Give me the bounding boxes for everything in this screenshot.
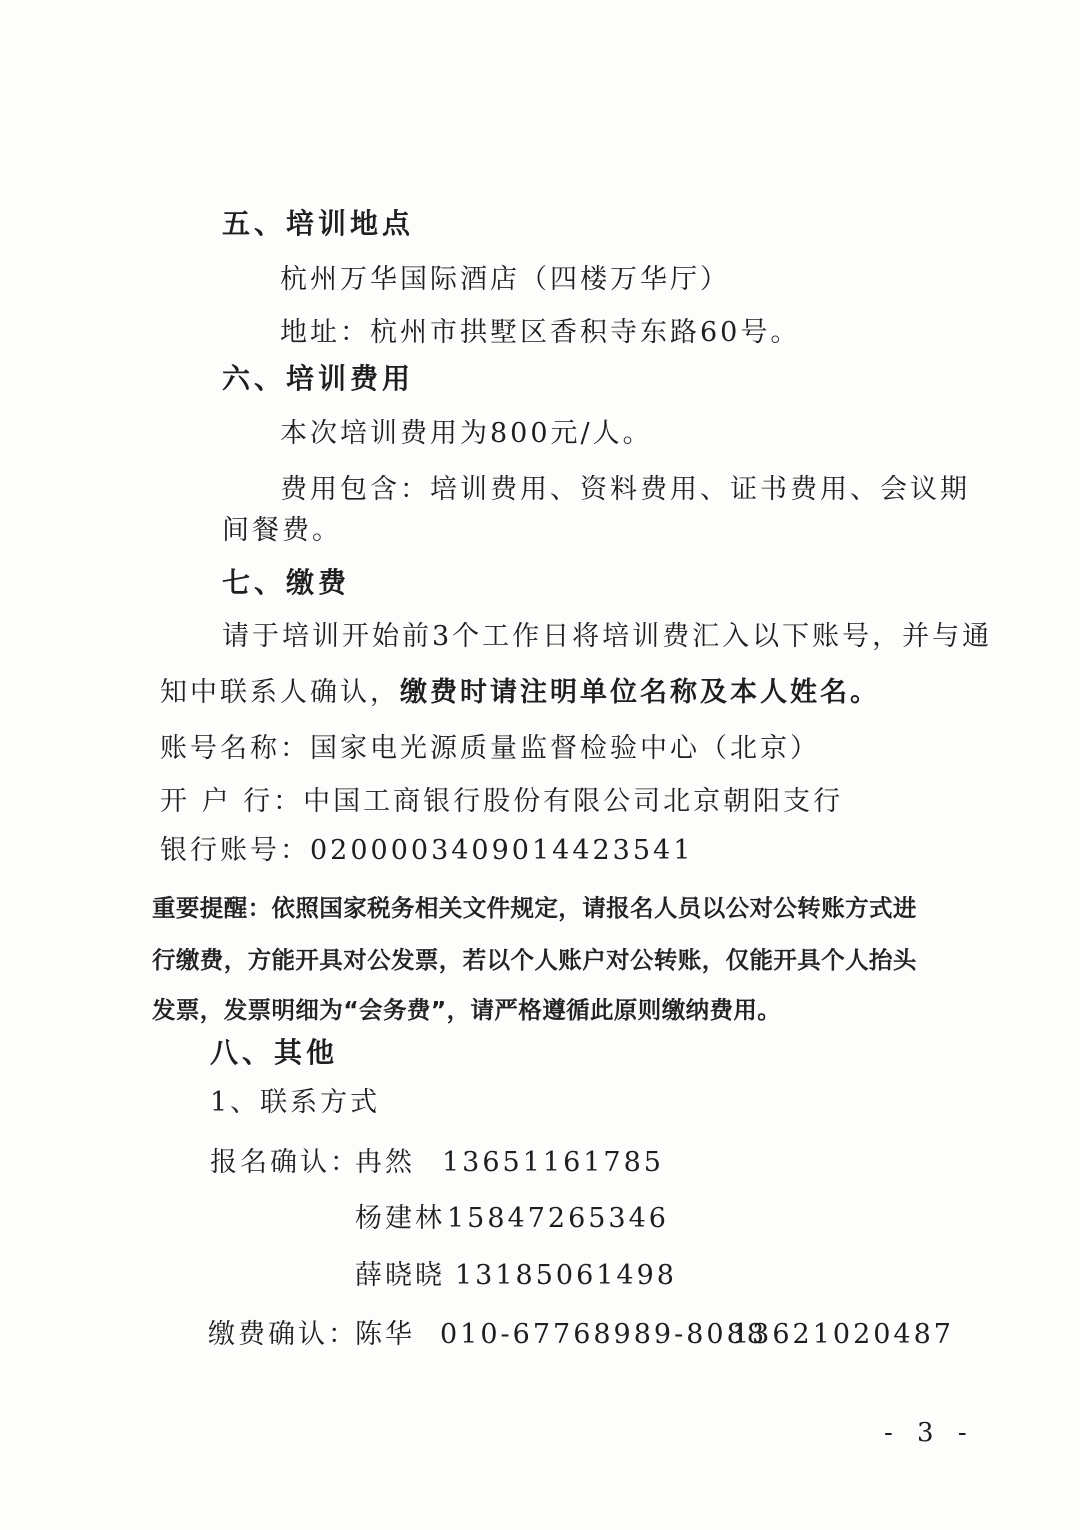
account-name-row	[160, 732, 820, 766]
payment-contact-phone-1: 010-67768989-8088	[440, 1319, 767, 1350]
registration-contact-phone: 15847265346	[447, 1203, 669, 1234]
contact-subheading: 1、联系方式	[210, 1087, 381, 1118]
payment-contact-name: 陈华	[355, 1319, 415, 1350]
registration-contact-name: 冉然	[355, 1147, 415, 1178]
notice-line-2: 行缴费，方能开具对公发票，若以个人账户对公转账，仅能开具个人抬头	[152, 946, 917, 974]
notice-line-3: 发票，发票明细为“会务费”，请严格遵循此原则缴纳费用。	[152, 996, 782, 1024]
notice-line-1: 重要提醒：依照国家税务相关文件规定，请报名人员以公对公转账方式进	[152, 894, 917, 922]
payment-instruction-line-2	[160, 676, 880, 710]
account-number-label: 银行账号：	[160, 835, 310, 866]
venue-text: 杭州万华国际酒店（四楼万华厅）	[280, 264, 730, 295]
registration-contact-phone: 13185061498	[455, 1260, 677, 1291]
section-7-heading: 七、缴费	[222, 566, 351, 599]
fee-text: 本次培训费用为800元/人。	[280, 418, 653, 449]
payment-contact-phone-2: 13621020487	[732, 1319, 954, 1350]
account-name-label: 账号名称：	[160, 733, 310, 764]
registration-label: 报名确认：	[210, 1147, 360, 1178]
payment-confirm-label: 缴费确认：	[208, 1319, 358, 1350]
address-text: 地址：杭州市拱墅区香积寺东路60号。	[280, 317, 801, 348]
page-number: - 3 -	[884, 1418, 975, 1448]
instruction-normal-text: 知中联系人确认，	[160, 677, 400, 708]
fee-includes-line-2: 间餐费。	[222, 515, 342, 546]
registration-contact-name: 薛晓晓	[355, 1260, 445, 1291]
account-name-value: 国家电光源质量监督检验中心（北京）	[310, 733, 820, 764]
section-6-heading: 六、培训费用	[222, 362, 415, 395]
account-number-value: 0200003409014423541	[310, 835, 694, 866]
section-5-heading: 五、培训地点	[222, 207, 415, 240]
registration-contact-phone: 13651161785	[442, 1147, 664, 1178]
payment-instruction-line-1: 请于培训开始前3个工作日将培训费汇入以下账号，并与通	[222, 621, 993, 652]
section-8-heading: 八、其他	[210, 1036, 339, 1069]
registration-contact-name: 杨建林	[355, 1203, 445, 1234]
bank-row	[160, 785, 843, 819]
bank-label: 开 户 行：	[160, 786, 304, 817]
bank-value: 中国工商银行股份有限公司北京朝阳支行	[303, 786, 844, 817]
account-number-row	[160, 834, 693, 868]
fee-includes-line-1: 费用包含：培训费用、资料费用、证书费用、会议期	[280, 474, 970, 505]
instruction-bold-text: 缴费时请注明单位名称及本人姓名。	[400, 677, 880, 708]
